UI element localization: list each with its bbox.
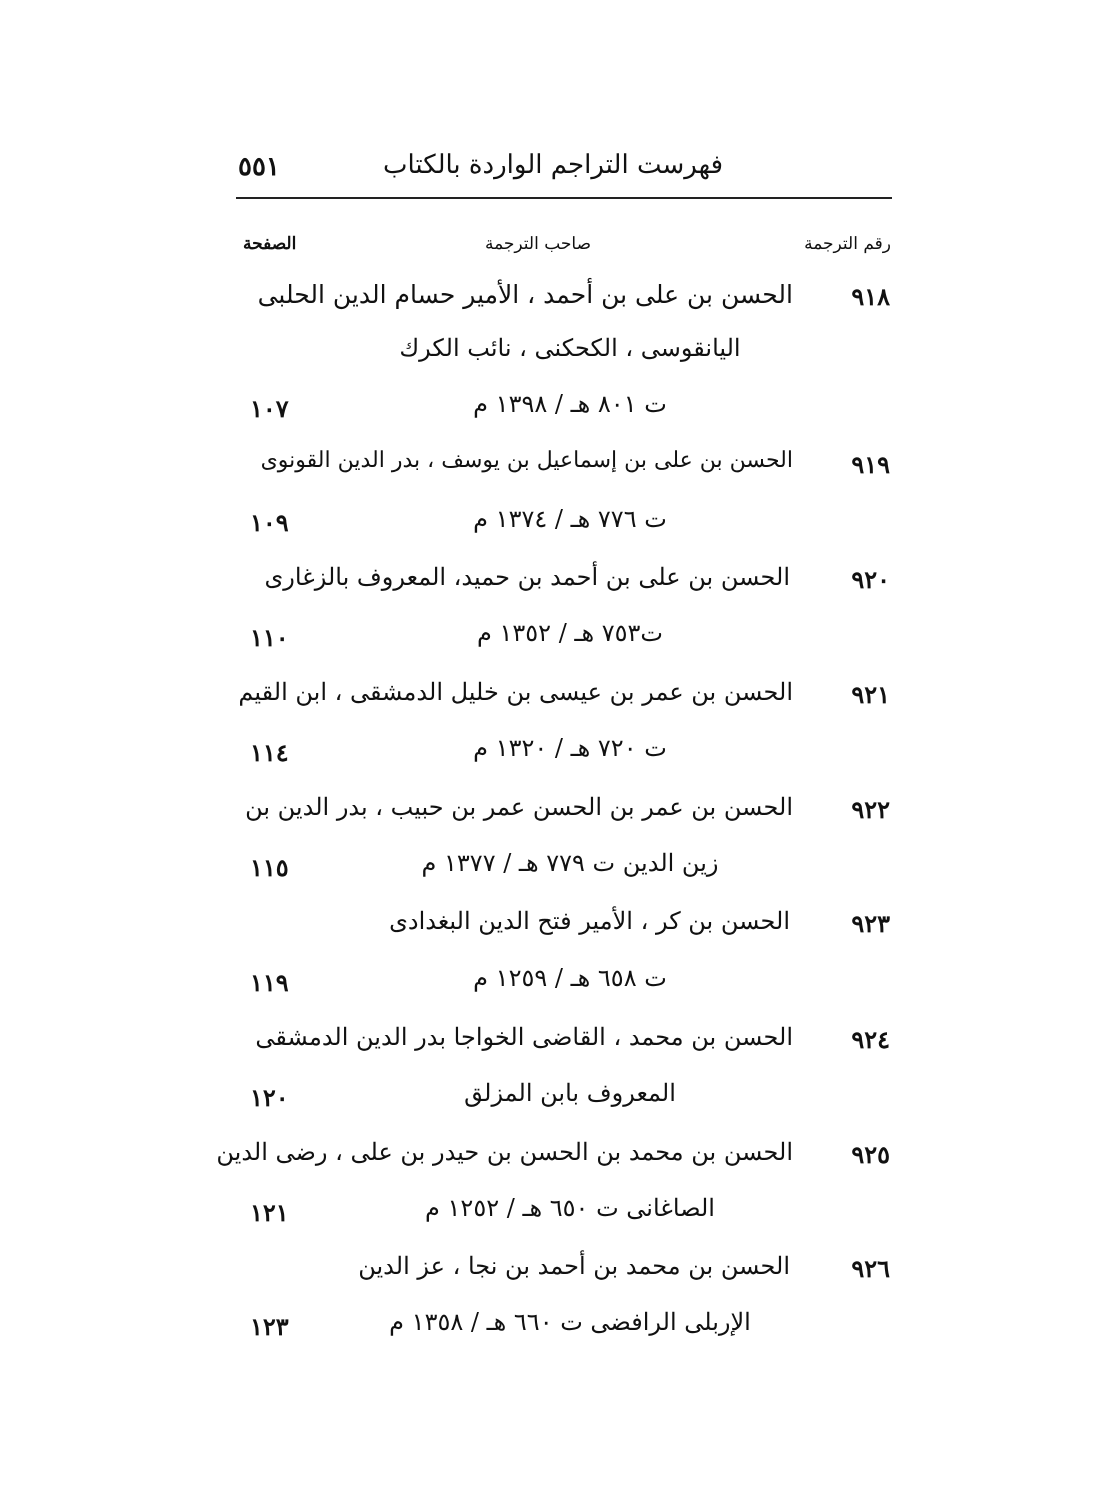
entry-page: ١١٤ — [250, 738, 289, 767]
entry-name-line: الحسن بن على بن إسماعيل بن يوسف ، بدر الدين القونوى — [260, 448, 793, 473]
entry-number: ٩٢٦ — [851, 1254, 890, 1283]
page-number: ٥٥١ — [238, 152, 280, 182]
entry-page: ١١٥ — [250, 853, 289, 882]
entry-number: ٩٢٤ — [851, 1025, 890, 1054]
column-header-number: رقم الترجمة — [804, 234, 891, 254]
entry-death-date: المعروف بابن المزلق — [464, 1079, 676, 1107]
entry-number: ٩١٨ — [851, 282, 890, 311]
column-header-page: الصفحة — [243, 234, 297, 254]
entry-death-date: زين الدين ت ٧٧٩ هـ / ١٣٧٧ م — [421, 849, 719, 877]
entry-name-line: الحسن بن على بن أحمد ، الأمير حسام الدين الحلبى — [257, 280, 793, 309]
entry-name-line: اليانقوسى ، الكحكنى ، نائب الكرك — [399, 334, 741, 362]
entry-death-date: ت ٧٢٠ هـ / ١٣٢٠ م — [473, 734, 667, 762]
entry-number: ٩٢٠ — [851, 565, 890, 594]
entry-page: ١٠٩ — [250, 508, 289, 537]
entry-page: ١٢١ — [250, 1198, 289, 1227]
entry-death-date: ت ٨٠١ هـ / ١٣٩٨ م — [473, 390, 667, 418]
entry-death-date: ت٧٥٣ هـ / ١٣٥٢ م — [477, 619, 663, 647]
entry-number: ٩١٩ — [851, 450, 890, 479]
entry-name-line: الحسن بن عمر بن الحسن عمر بن حبيب ، بدر الدين بن — [245, 793, 793, 821]
entry-page: ١٠٧ — [250, 394, 289, 423]
entry-name-line: الحسن بن محمد بن أحمد بن نجا ، عز الدين — [358, 1252, 790, 1280]
entry-death-date: الإربلى الرافضى ت ٦٦٠ هـ / ١٣٥٨ م — [389, 1308, 751, 1336]
entry-number: ٩٢٢ — [851, 795, 890, 824]
column-header-name: صاحب الترجمة — [484, 234, 592, 254]
entry-name-line: الحسن بن محمد بن الحسن بن حيدر بن على ، رضى الدين — [216, 1138, 793, 1166]
entry-number: ٩٢٣ — [851, 909, 890, 938]
entry-death-date: ت ٦٥٨ هـ / ١٢٥٩ م — [473, 964, 667, 992]
entry-name-line: الحسن بن على بن أحمد بن حميد، المعروف بالزغارى — [264, 563, 790, 591]
entry-name-line: الحسن بن كر ، الأمير فتح الدين البغدادى — [389, 907, 790, 935]
entry-number: ٩٢٥ — [851, 1140, 890, 1169]
entry-page: ١١٠ — [250, 623, 289, 652]
header-rule — [236, 197, 892, 199]
entry-page: ١١٩ — [250, 968, 289, 997]
entry-number: ٩٢١ — [851, 680, 890, 709]
entry-death-date: الصاغانى ت ٦٥٠ هـ / ١٢٥٢ م — [425, 1194, 715, 1222]
entry-death-date: ت ٧٧٦ هـ / ١٣٧٤ م — [473, 505, 667, 533]
entry-name-line: الحسن بن عمر بن عيسى بن خليل الدمشقى ، ابن القيم — [238, 678, 793, 706]
entry-page: ١٢٠ — [250, 1083, 289, 1112]
entry-page: ١٢٣ — [250, 1312, 289, 1341]
entry-name-line: الحسن بن محمد ، القاضى الخواجا بدر الدين الدمشقى — [255, 1023, 793, 1051]
page-title: فهرست التراجم الواردة بالكتاب — [382, 150, 724, 180]
